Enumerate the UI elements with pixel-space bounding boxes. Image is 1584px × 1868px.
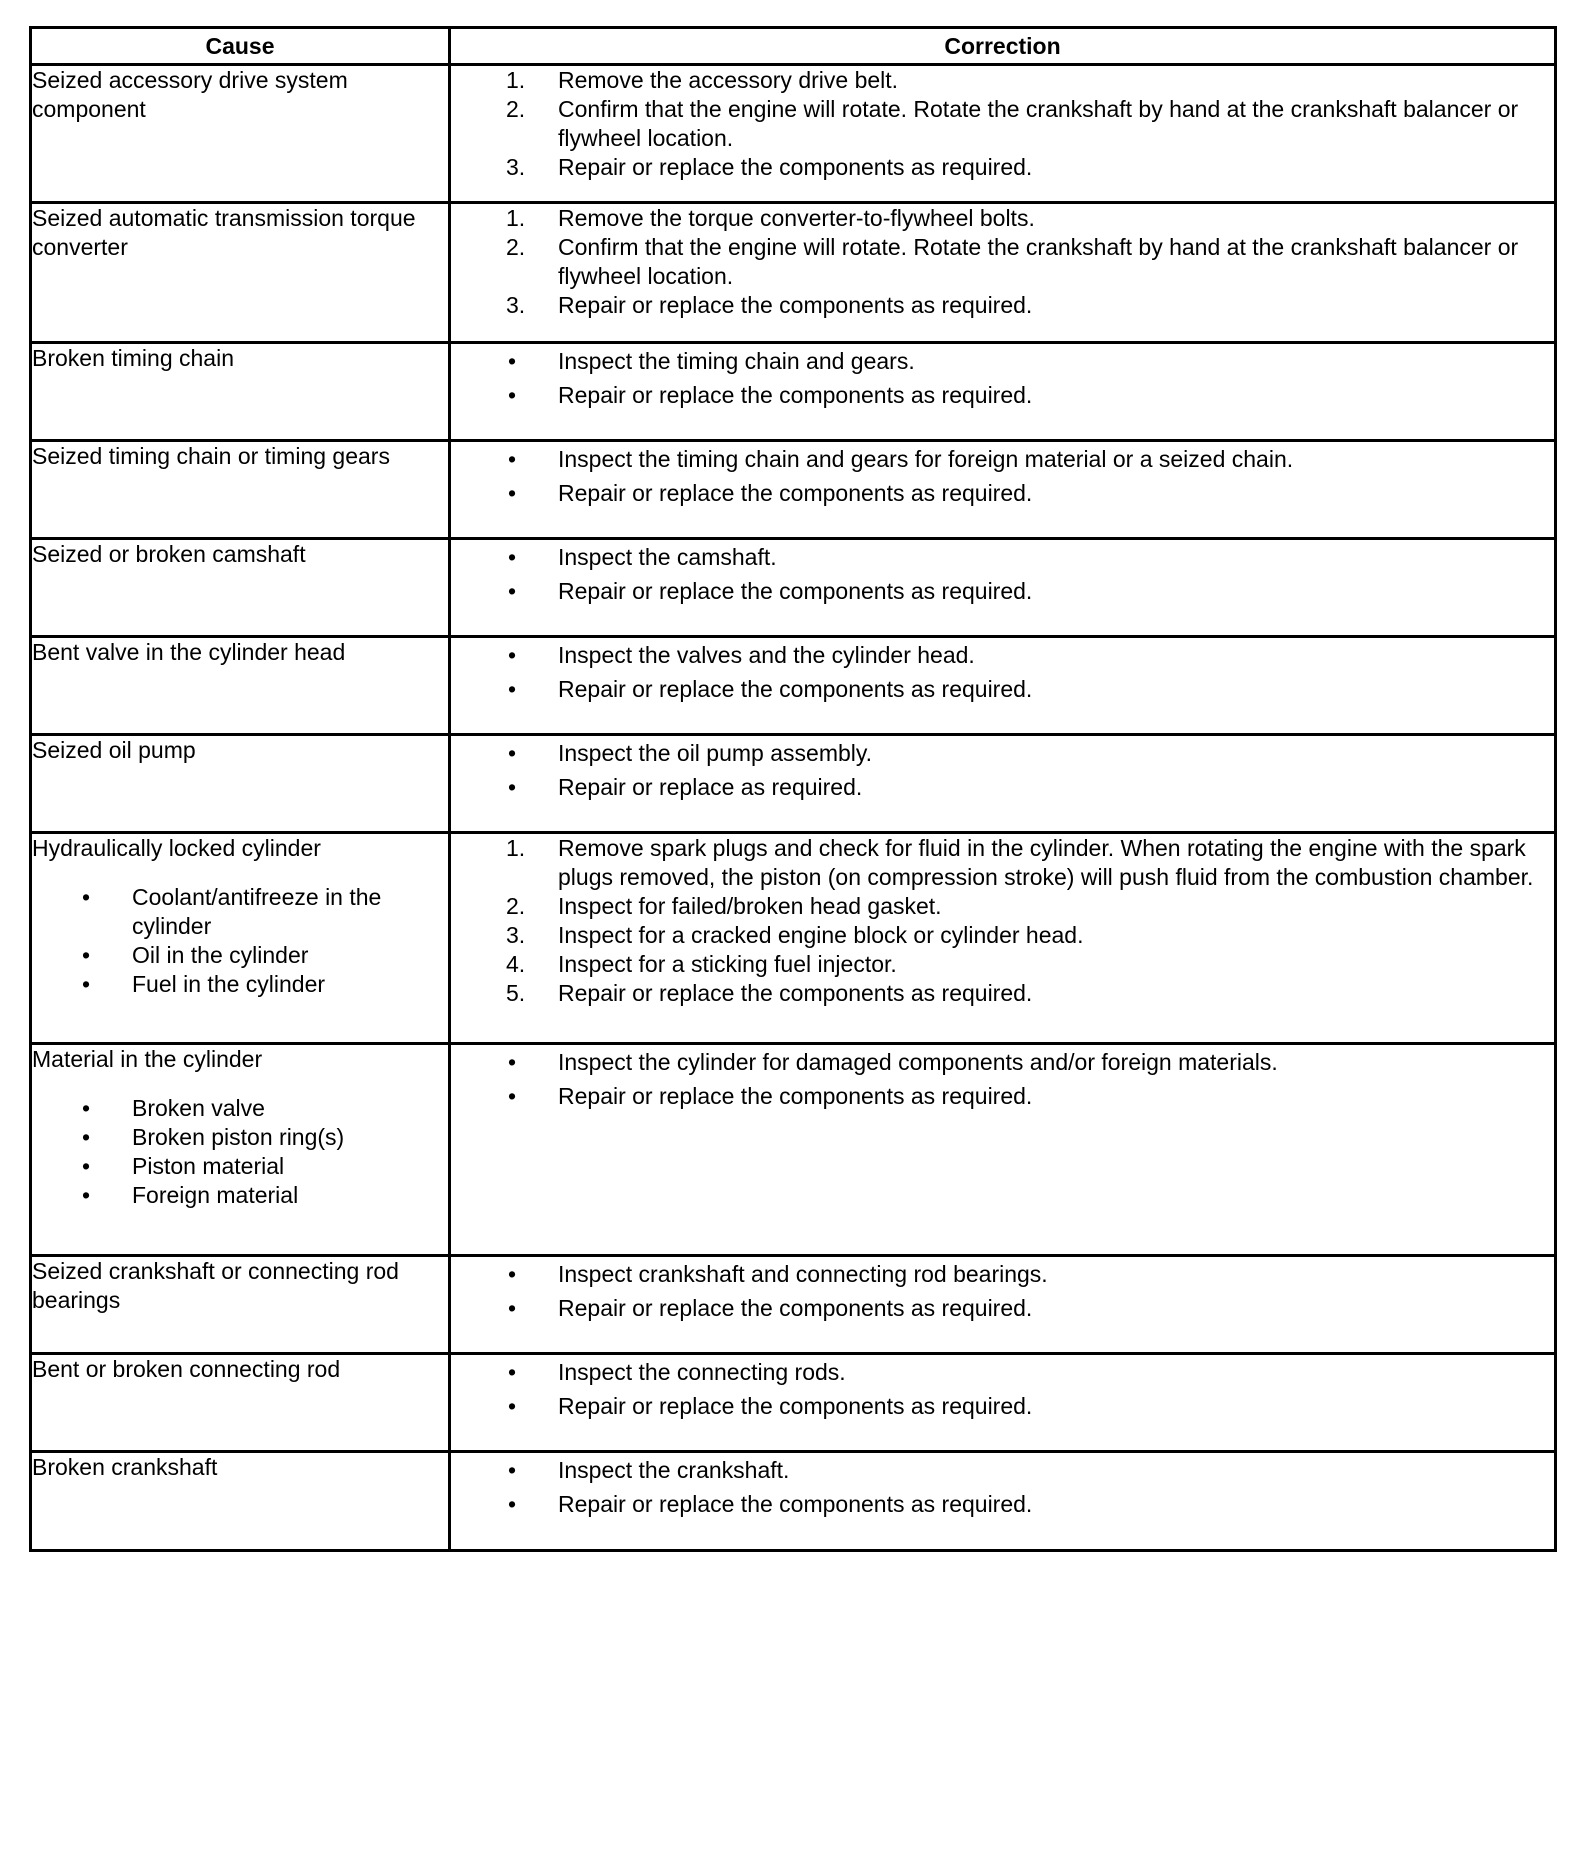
cause-text: Material in the cylinder <box>32 1046 263 1072</box>
bullet-icon: • <box>508 382 517 408</box>
correction-text: Inspect the valves and the cylinder head. <box>558 642 975 668</box>
bullet-icon: • <box>508 1295 517 1321</box>
table-row <box>31 735 1556 833</box>
correction-bullet <box>451 378 1554 412</box>
cause-text: Broken crankshaft <box>32 1454 218 1480</box>
correction-text: Confirm that the engine will rotate. Rotate the crankshaft by hand at the crankshaft balancer or flywheel location. <box>558 96 1519 151</box>
correction-text: Repair or replace the components as required. <box>558 1491 1033 1517</box>
correction-text: Inspect the cylinder for damaged components and/or foreign materials. <box>558 1049 1278 1075</box>
correction-bullet <box>451 540 1554 574</box>
correction-cell <box>450 65 1556 203</box>
correction-text: Repair or replace the components as required. <box>558 382 1033 408</box>
table-row <box>31 1256 1556 1354</box>
bullet-icon: • <box>508 544 517 570</box>
troubleshooting-table <box>29 26 1557 1552</box>
table-row <box>31 833 1556 1044</box>
correction-column-header: Correction <box>450 28 1556 65</box>
correction-text: Inspect the crankshaft. <box>558 1457 790 1483</box>
cause-subitem: • Broken piston ring(s) <box>32 1123 448 1152</box>
correction-text: Inspect the timing chain and gears for foreign material or a seized chain. <box>558 446 1294 472</box>
cause-text: Broken timing chain <box>32 345 234 371</box>
table-row <box>31 1044 1556 1256</box>
correction-text: Repair or replace the components as required. <box>558 676 1033 702</box>
bullet-icon: • <box>508 1457 517 1483</box>
correction-step <box>451 950 1554 979</box>
correction-text: Inspect the connecting rods. <box>558 1359 846 1385</box>
correction-bullet <box>451 1355 1554 1389</box>
correction-text: Inspect for failed/broken head gasket. <box>558 893 942 919</box>
bullet-icon: • <box>508 480 517 506</box>
correction-text: Repair or replace the components as required. <box>558 154 1033 180</box>
correction-bullet <box>451 1045 1554 1079</box>
correction-step <box>451 291 1554 320</box>
correction-cell <box>450 1256 1556 1354</box>
correction-bullets <box>451 1045 1554 1113</box>
correction-cell <box>450 735 1556 833</box>
cause-cell <box>31 1354 450 1452</box>
correction-bullet <box>451 574 1554 608</box>
correction-cell <box>450 1354 1556 1452</box>
cause-cell <box>31 441 450 539</box>
cause-cell <box>31 1256 450 1354</box>
correction-bullet <box>451 1453 1554 1487</box>
correction-text: Repair or replace the components as required. <box>558 1083 1033 1109</box>
cause-cell <box>31 735 450 833</box>
cause-cell <box>31 343 450 441</box>
correction-text: Inspect for a cracked engine block or cylinder head. <box>558 922 1084 948</box>
correction-text: Remove the torque converter-to-flywheel bolts. <box>558 205 1035 231</box>
correction-cell <box>450 1044 1556 1256</box>
correction-step <box>451 979 1554 1008</box>
step-number: 2. <box>506 893 526 919</box>
bullet-icon: • <box>508 1393 517 1419</box>
step-number: 3. <box>506 922 526 948</box>
correction-bullet <box>451 770 1554 804</box>
correction-text: Remove spark plugs and check for fluid in the cylinder. When rotating the engine with the spark plugs removed, the piston (on compression stroke) will push fluid from the combustion chamber. <box>558 835 1534 890</box>
cause-subitems <box>32 1094 448 1210</box>
step-number: 3. <box>506 154 526 180</box>
correction-step <box>451 921 1554 950</box>
correction-bullets <box>451 442 1554 510</box>
correction-bullet <box>451 1487 1554 1521</box>
correction-text: Repair or replace the components as required. <box>558 480 1033 506</box>
table-row <box>31 343 1556 441</box>
correction-step <box>451 66 1554 95</box>
cause-cell <box>31 539 450 637</box>
correction-bullet <box>451 476 1554 510</box>
table-row <box>31 441 1556 539</box>
correction-cell <box>450 539 1556 637</box>
cause-subitem: • Piston material <box>32 1152 448 1181</box>
correction-text: Repair or replace the components as required. <box>558 292 1033 318</box>
cause-cell <box>31 637 450 735</box>
step-number: 2. <box>506 234 526 260</box>
correction-bullets <box>451 344 1554 412</box>
correction-bullet <box>451 638 1554 672</box>
correction-steps <box>451 204 1554 320</box>
correction-step <box>451 204 1554 233</box>
cause-subitem: • Broken valve <box>32 1094 448 1123</box>
correction-text: Repair or replace the components as required. <box>558 980 1033 1006</box>
correction-cell <box>450 1452 1556 1551</box>
cause-subitem: • Oil in the cylinder <box>32 941 448 970</box>
correction-bullet <box>451 736 1554 770</box>
bullet-icon: • <box>508 1083 517 1109</box>
cause-cell <box>31 203 450 343</box>
cause-text: Seized crankshaft or connecting rod bearings <box>32 1258 399 1313</box>
cause-subitem: • Fuel in the cylinder <box>32 970 448 999</box>
cause-cell <box>31 833 450 1044</box>
table-row <box>31 1354 1556 1452</box>
correction-text: Inspect for a sticking fuel injector. <box>558 951 897 977</box>
correction-bullet <box>451 1079 1554 1113</box>
table-row <box>31 637 1556 735</box>
bullet-icon: • <box>508 676 517 702</box>
step-number: 5. <box>506 980 526 1006</box>
correction-cell <box>450 637 1556 735</box>
step-number: 1. <box>506 835 526 861</box>
correction-step <box>451 95 1554 153</box>
bullet-icon: • <box>508 774 517 800</box>
table-row <box>31 539 1556 637</box>
cause-text: Bent valve in the cylinder head <box>32 639 346 665</box>
bullet-icon: • <box>508 1261 517 1287</box>
correction-step <box>451 153 1554 182</box>
correction-cell <box>450 833 1556 1044</box>
correction-bullet <box>451 1291 1554 1325</box>
cause-column-header: Cause <box>31 28 450 65</box>
correction-cell <box>450 441 1556 539</box>
correction-text: Repair or replace as required. <box>558 774 863 800</box>
correction-text: Repair or replace the components as required. <box>558 578 1033 604</box>
correction-cell <box>450 203 1556 343</box>
correction-text: Inspect the camshaft. <box>558 544 777 570</box>
cause-cell <box>31 1452 450 1551</box>
step-number: 1. <box>506 67 526 93</box>
bullet-icon: • <box>508 642 517 668</box>
correction-bullets <box>451 1257 1554 1325</box>
bullet-icon: • <box>508 1359 517 1385</box>
cause-text: Hydraulically locked cylinder <box>32 835 321 861</box>
correction-text: Repair or replace the components as required. <box>558 1393 1033 1419</box>
cause-subitems <box>32 883 448 999</box>
cause-text: Seized or broken camshaft <box>32 541 306 567</box>
correction-cell <box>450 343 1556 441</box>
correction-bullets <box>451 1453 1554 1521</box>
bullet-icon: • <box>508 578 517 604</box>
table-body <box>31 65 1556 1551</box>
cause-text: Bent or broken connecting rod <box>32 1356 341 1382</box>
correction-steps <box>451 834 1554 1008</box>
cause-text: Seized automatic transmission torque converter <box>32 205 416 260</box>
correction-text: Confirm that the engine will rotate. Rotate the crankshaft by hand at the crankshaft balancer or flywheel location. <box>558 234 1519 289</box>
correction-step <box>451 834 1554 892</box>
correction-text: Remove the accessory drive belt. <box>558 67 899 93</box>
bullet-icon: • <box>508 1049 517 1075</box>
cause-cell <box>31 1044 450 1256</box>
correction-bullets <box>451 638 1554 706</box>
correction-text: Inspect crankshaft and connecting rod bearings. <box>558 1261 1048 1287</box>
correction-step <box>451 233 1554 291</box>
table-row <box>31 65 1556 203</box>
header-row <box>31 28 1556 65</box>
bullet-icon: • <box>508 740 517 766</box>
correction-bullets <box>451 736 1554 804</box>
step-number: 3. <box>506 292 526 318</box>
correction-steps <box>451 66 1554 182</box>
correction-step <box>451 892 1554 921</box>
table-row <box>31 203 1556 343</box>
cause-subitem: • Foreign material <box>32 1181 448 1210</box>
correction-bullet <box>451 1389 1554 1423</box>
table-row <box>31 1452 1556 1551</box>
correction-bullet <box>451 672 1554 706</box>
correction-bullets <box>451 540 1554 608</box>
cause-text: Seized timing chain or timing gears <box>32 443 390 469</box>
bullet-icon: • <box>508 446 517 472</box>
cause-subitem: • Coolant/antifreeze in the cylinder <box>32 883 448 941</box>
correction-text: Repair or replace the components as required. <box>558 1295 1033 1321</box>
bullet-icon: • <box>508 348 517 374</box>
correction-bullet <box>451 1257 1554 1291</box>
step-number: 4. <box>506 951 526 977</box>
step-number: 2. <box>506 96 526 122</box>
correction-bullets <box>451 1355 1554 1423</box>
cause-cell <box>31 65 450 203</box>
cause-text: Seized accessory drive system component <box>32 67 348 122</box>
bullet-icon: • <box>508 1491 517 1517</box>
correction-bullet <box>451 344 1554 378</box>
cause-text: Seized oil pump <box>32 737 196 763</box>
correction-text: Inspect the oil pump assembly. <box>558 740 873 766</box>
step-number: 1. <box>506 205 526 231</box>
correction-bullet <box>451 442 1554 476</box>
correction-text: Inspect the timing chain and gears. <box>558 348 915 374</box>
